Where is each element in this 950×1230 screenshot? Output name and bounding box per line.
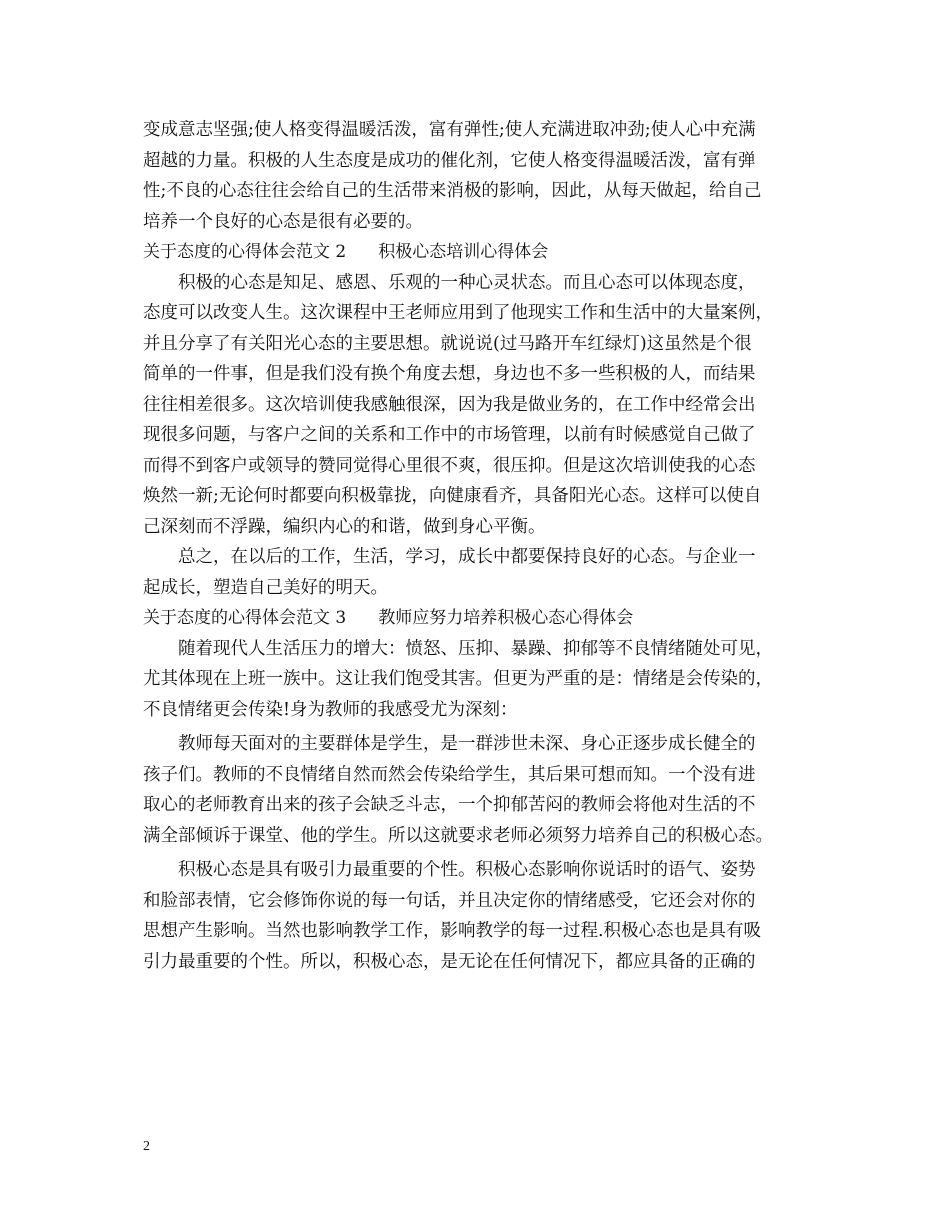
section-heading-2	[143, 237, 823, 268]
text-line: 焕然一新;无论何时都要向积极靠拢，向健康看齐，具备阳光心态。这样可以使自	[143, 486, 762, 506]
page-number: 2	[143, 1139, 150, 1154]
document-body	[143, 115, 823, 977]
paragraph-continuation	[143, 115, 823, 237]
text-line: 积极心态是具有吸引力最重要的个性。积极心态影响你说话时的语气、姿势	[178, 860, 756, 880]
text-line: 并且分享了有关阳光心态的主要思想。就说说(过马路开车红绿灯)这虽然是个很	[143, 333, 752, 354]
text-line: 积极的心态是知足、感恩、乐观的一种心灵状态。而且心态可以体现态度，	[178, 272, 756, 293]
text-line: 引力最重要的个性。所以，积极心态，是无论在任何情况下，都应具备的正确的	[143, 951, 756, 972]
text-line: 孩子们。教师的不良情绪自然而然会传染给学生，其后果可想而知。一个没有进	[143, 764, 756, 785]
text-line: 思想产生影响。当然也影响教学工作，影响教学的每一过程.积极心态也是具有吸	[143, 921, 762, 941]
text-line: 取心的老师教育出来的孩子会缺乏斗志，一个抑郁苦闷的教师会将他对生活的不	[143, 795, 756, 815]
text-line: 满全部倾诉于课堂、他的学生。所以这就要求老师必须努力培养自己的积极心态。	[143, 825, 773, 846]
text-line: 态度可以改变人生。这次课程中王老师应用到了他现实工作和生活中的大量案例，	[143, 303, 773, 323]
paragraph	[143, 542, 823, 603]
section-subtitle: 积极心态培训心得体会	[378, 242, 549, 262]
text-line: 超越的力量。积极的人生态度是成功的催化剂，它使人格变得温暖活泼，富有弹	[143, 150, 756, 171]
paragraph	[143, 729, 823, 851]
paragraph	[143, 634, 823, 726]
text-line: 随着现代人生活压力的增大：愤怒、压抑、暴躁、抑郁等不良情绪随处可见，	[178, 638, 773, 659]
text-line: 现很多问题，与客户之间的关系和工作中的市场管理，以前有时候感觉自己做了	[143, 425, 756, 445]
text-line: 简单的一件事，但是我们没有换个角度去想，身边也不多一些积极的人，而结果	[143, 364, 756, 384]
text-line: 往往相差很多。这次培训使我感触很深，因为我是做业务的，在工作中经常会出	[143, 394, 756, 415]
text-line: 而得不到客户或领导的赞同觉得心里很不爽，很压抑。但是这次培训使我的心态	[143, 455, 756, 476]
section-subtitle: 教师应努力培养积极心态心得体会	[378, 608, 634, 628]
text-line: 总之，在以后的工作，生活，学习，成长中都要保持良好的心态。与企业一	[178, 547, 756, 567]
text-line: 变成意志坚强;使人格变得温暖活泼，富有弹性;使人充满进取冲劲;使人心中充满	[143, 120, 756, 140]
text-line: 教师每天面对的主要群体是学生，是一群涉世未深、身心正逐步成长健全的	[178, 734, 756, 754]
paragraph	[143, 855, 823, 977]
section-title: 关于态度的心得体会范文 3	[143, 608, 347, 628]
text-line: 性;不良的心态往往会给自己的生活带来消极的影响，因此，从每天做起，给自己	[143, 181, 762, 201]
text-line: 尤其体现在上班一族中。这让我们饱受其害。但更为严重的是：情绪是会传染的，	[143, 669, 773, 689]
text-line: 不良情绪更会传染!身为教师的我感受尤为深刻：	[143, 699, 518, 720]
text-line: 和脸部表情，它会修饰你说的每一句话，并且决定你的情绪感受，它还会对你的	[143, 890, 756, 911]
text-line: 培养一个良好的心态是很有必要的。	[143, 211, 423, 232]
section-heading-3	[143, 603, 823, 634]
section-title: 关于态度的心得体会范文 2	[143, 242, 347, 262]
paragraph	[143, 268, 823, 543]
text-line: 起成长，塑造自己美好的明天。	[143, 577, 388, 598]
text-line: 己深刻而不浮躁，编织内心的和谐，做到身心平衡。	[143, 516, 546, 537]
